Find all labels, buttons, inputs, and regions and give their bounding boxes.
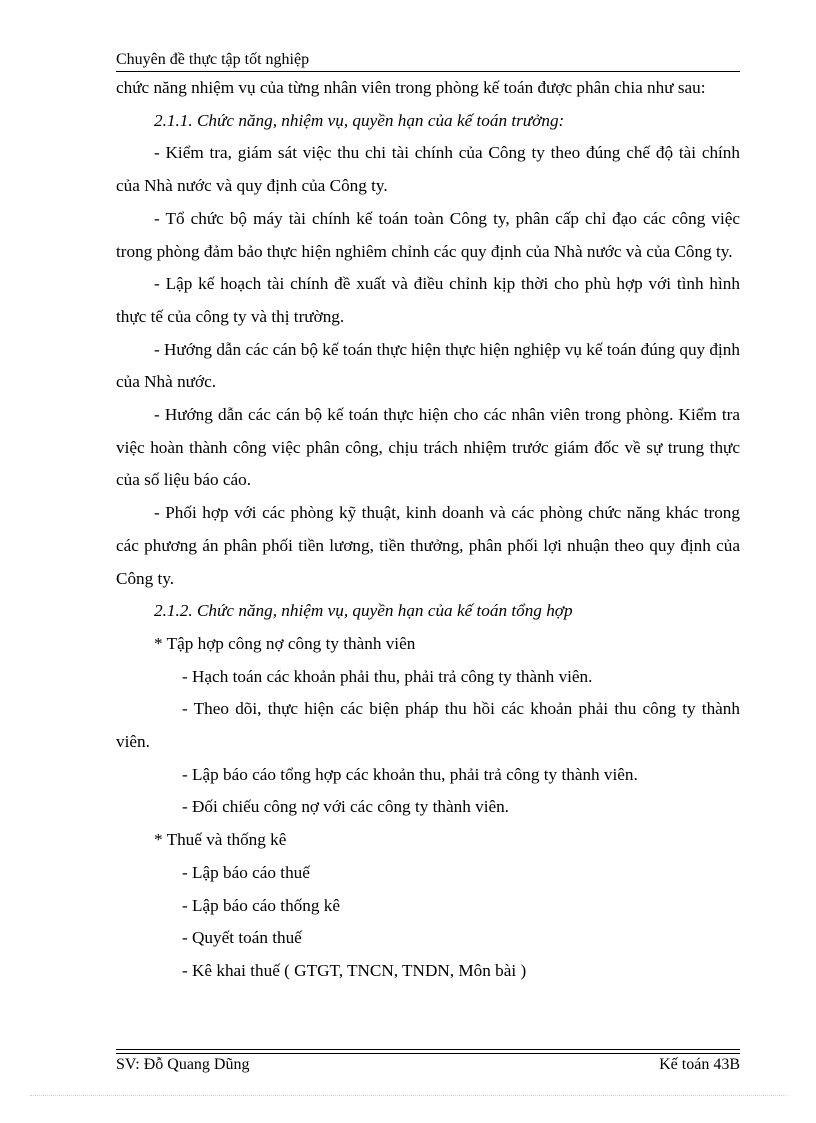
paragraph-duty-1: - Kiểm tra, giám sát việc thu chi tài chính của Công ty theo đúng chế độ tài chính của Nhà nước và quy định của Công ty. — [116, 143, 740, 196]
list-item-debt-3: - Lập báo cáo tổng hợp các khoản thu, phải trả công ty thành viên. — [182, 764, 638, 784]
page-bottom-dotted-line — [30, 1095, 786, 1096]
footer-student: SV: Đỗ Quang Dũng — [116, 1056, 250, 1073]
paragraph-duty-5: - Hướng dẫn các cán bộ kế toán thực hiện cho các nhân viên trong phòng. Kiểm tra việc hoàn thành công việc phân công, chịu trách nhiệm trước giám đốc về sự trung thực của số liệu báo cáo. — [116, 405, 740, 490]
footer-class: Kế toán 43B — [659, 1056, 740, 1073]
paragraph-duty-6: - Phối hợp với các phòng kỹ thuật, kinh doanh và các phòng chức năng khác trong các phương án phân phối tiền lương, tiền thưởng, phân phối lợi nhuận theo quy định của Công ty. — [116, 503, 740, 588]
subsection-tax: * Thuế và thống kê — [154, 830, 287, 850]
paragraph-duty-4: - Hướng dẫn các cán bộ kế toán thực hiện thực hiện nghiệp vụ kế toán đúng quy định của Nhà nước. — [116, 339, 740, 392]
list-item-debt-1: - Hạch toán các khoản phải thu, phải trả công ty thành viên. — [182, 666, 593, 686]
list-item-tax-1: - Lập báo cáo thuế — [182, 862, 310, 882]
list-item-tax-2: - Lập báo cáo thống kê — [182, 895, 340, 915]
paragraph-duty-2: - Tổ chức bộ máy tài chính kế toán toàn Công ty, phân cấp chỉ đạo các công việc trong phòng đảm bảo thực hiện nghiêm chỉnh các quy định của Nhà nước và của Công ty. — [116, 208, 740, 261]
page-body — [116, 72, 740, 988]
list-item-debt-4: - Đối chiếu công nợ với các công ty thành viên. — [182, 797, 509, 817]
list-item-tax-3: - Quyết toán thuế — [182, 928, 302, 948]
paragraph-duty-3: - Lập kế hoạch tài chính đề xuất và điều chỉnh kịp thời cho phù hợp với tình hình thực tế của công ty và thị trường. — [116, 274, 740, 326]
list-item-tax-4: - Kê khai thuế ( GTGT, TNCN, TNDN, Môn bài ) — [182, 960, 527, 980]
subsection-debt: * Tập hợp công nợ công ty thành viên — [154, 633, 416, 653]
section-heading-2-1-1: 2.1.1. Chức năng, nhiệm vụ, quyền hạn của kế toán trưởng: — [154, 110, 565, 130]
paragraph-intro: chức năng nhiệm vụ của từng nhân viên trong phòng kế toán được phân chia như sau: — [116, 78, 706, 97]
footer-rule — [116, 1049, 740, 1054]
page-header: Chuyên đề thực tập tốt nghiệp — [116, 51, 310, 68]
list-item-debt-2: - Theo dõi, thực hiện các biện pháp thu hồi các khoản phải thu công ty thành viên. — [116, 699, 740, 752]
section-heading-2-1-2: 2.1.2. Chức năng, nhiệm vụ, quyền hạn của kế toán tổng hợp — [154, 601, 573, 621]
